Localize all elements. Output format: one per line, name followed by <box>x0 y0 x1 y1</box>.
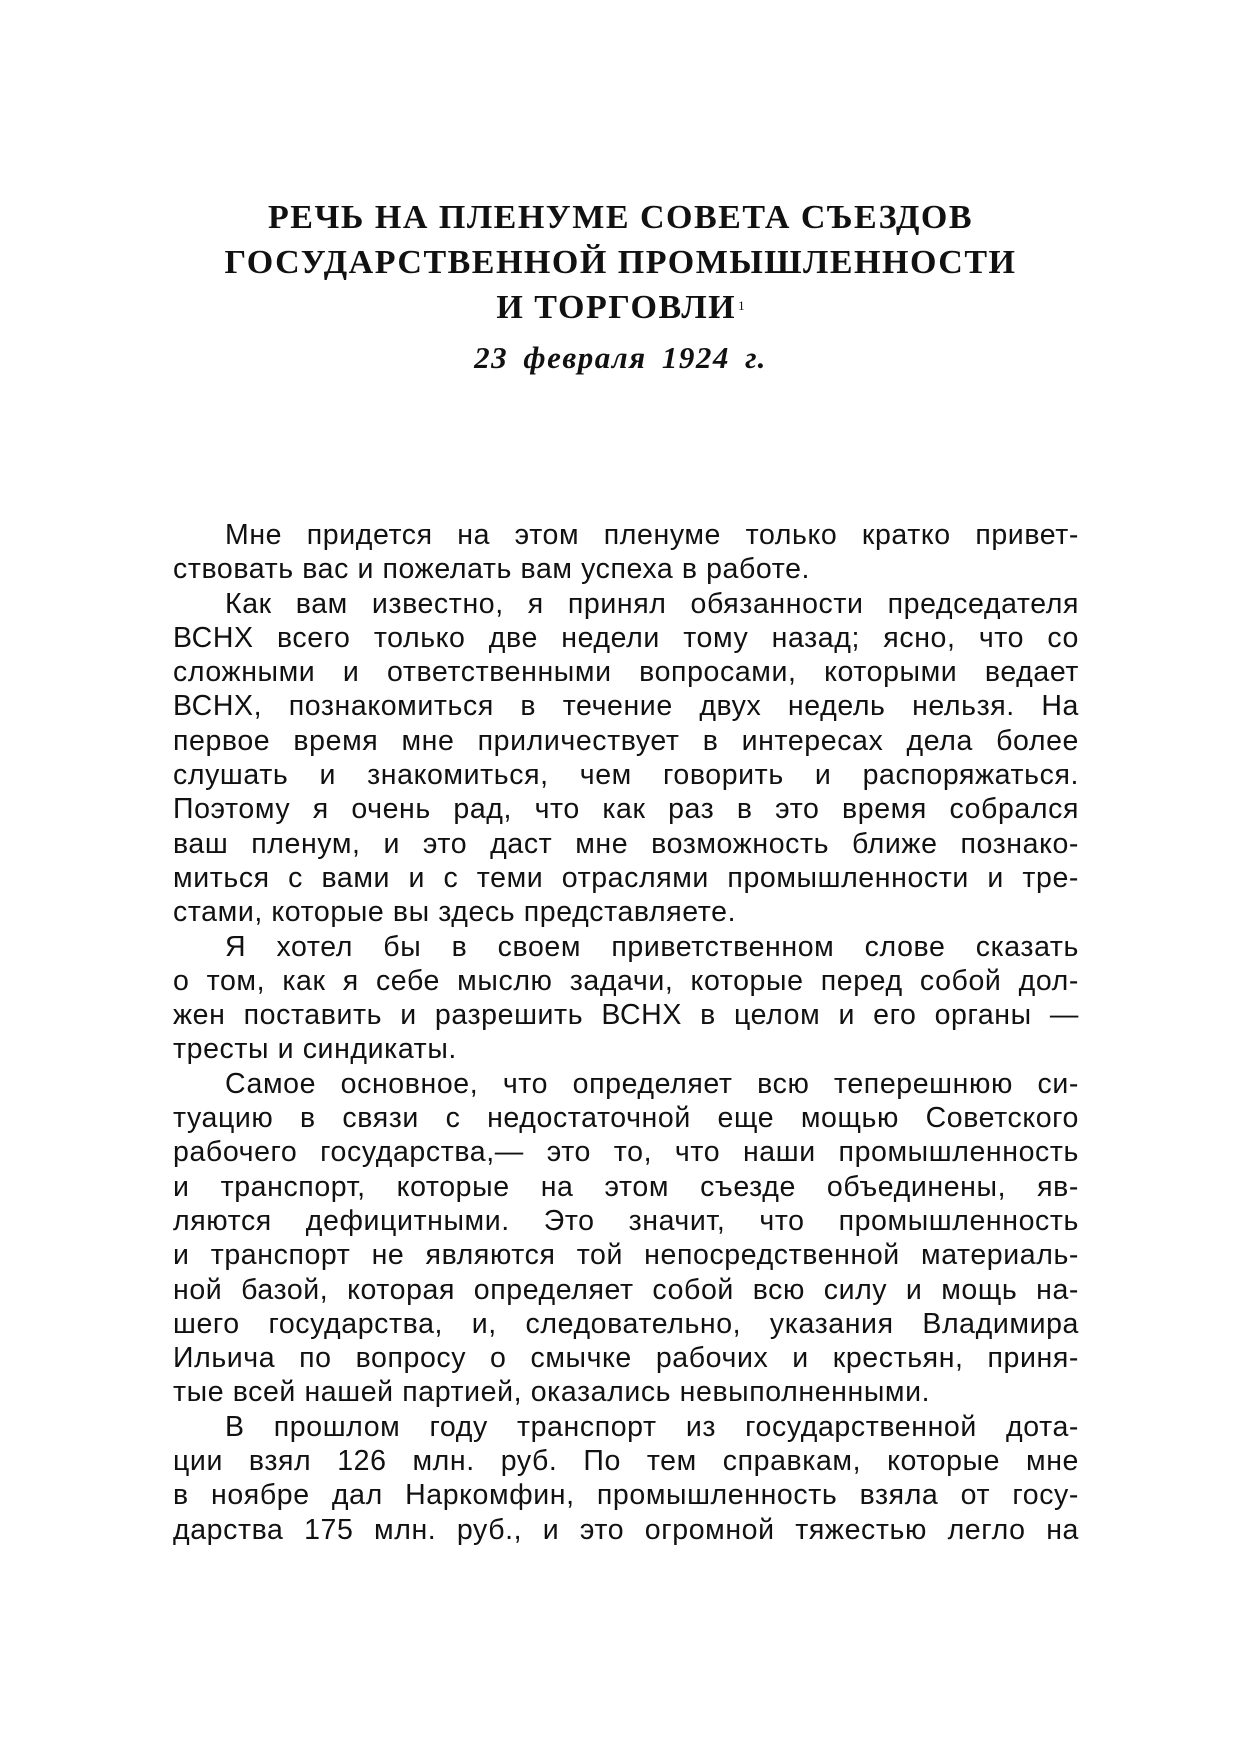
paragraph-2-line: миться с вами и с теми отраслями промышленности и тре- <box>173 861 1079 894</box>
paragraph-2-line: сложными и ответственными вопросами, которыми ведает <box>173 656 1079 689</box>
paragraph-3-line: Я хотел бы в своем приветственном слове сказать <box>225 930 1079 963</box>
paragraph-4-line: ляются дефицитными. Это значит, что промышленность <box>173 1204 1079 1237</box>
paragraph-4-line: ной базой, которая определяет собой всю силу и мощь на- <box>173 1273 1079 1306</box>
paragraph-2-line: ВСНХ всего только две недели тому назад; ясно, что со <box>173 621 1079 654</box>
paragraph-4-line: и транспорт, которые на этом съезде объединены, яв- <box>173 1170 1079 1203</box>
paragraph-2-line: первое время мне приличествует в интересах дела более <box>173 724 1079 757</box>
paragraph-5-line: в ноябре дал Наркомфин, промышленность взяла от госу- <box>173 1479 1079 1512</box>
paragraph-4-line: тые всей нашей партией, оказались невыполненными. <box>173 1376 931 1409</box>
speech-body <box>173 518 1079 1547</box>
paragraph-4-line: Ильича по вопросу о смычке рабочих и крестьян, приня- <box>173 1342 1079 1375</box>
paragraph-2-line: Как вам известно, я принял обязанности председателя <box>225 587 1079 620</box>
title-line-1: РЕЧЬ НА ПЛЕНУМЕ СОВЕТА СЪЕЗДОВ <box>268 199 973 236</box>
paragraph-4-line: и транспорт не являются той непосредственной материаль- <box>173 1239 1079 1272</box>
title-line-3 <box>0 285 1241 330</box>
paragraph-4-line: Самое основное, что определяет всю теперешнюю си- <box>225 1067 1079 1100</box>
paragraph-5-line: В прошлом году транспорт из государственной дота- <box>225 1410 1079 1443</box>
paragraph-5-line: дарства 175 млн. руб., и это огромной тяжестью легло на <box>173 1513 1079 1546</box>
paragraph-1-line: Мне придется на этом пленуме только кратко привет- <box>225 519 1079 551</box>
paragraph-4-line: туацию в связи с недостаточной еще мощью Советского <box>173 1102 1079 1135</box>
title-line-2: ГОСУДАРСТВЕННОЙ ПРОМЫШЛЕННОСТИ <box>224 244 1017 281</box>
title-line-3-text: И ТОРГОВЛИ <box>496 289 737 326</box>
paragraph-2-line: слушать и знакомиться, чем говорить и распоряжаться. <box>173 759 1079 792</box>
paragraph-3-line: о том, как я себе мыслю задачи, которые перед собой дол- <box>173 964 1079 997</box>
paragraph-4-line: рабочего государства,— это то, что наши промышленность <box>173 1136 1079 1169</box>
paragraph-2-line: Поэтому я очень рад, что как раз в это время собрался <box>173 793 1079 826</box>
paragraph-3-line: жен поставить и разрешить ВСНХ в целом и его органы — <box>173 999 1079 1032</box>
paragraph-2-line: стами, которые вы здесь представляете. <box>173 896 737 929</box>
paragraph-2-line: ВСНХ, познакомиться в течение двух недель нельзя. На <box>173 690 1079 723</box>
paragraph-3-line: тресты и синдикаты. <box>173 1033 457 1066</box>
speech-title <box>0 195 1241 330</box>
footnote-reference[interactable]: 1 <box>738 298 745 313</box>
paragraph-4-line: шего государства, и, следовательно, указания Владимира <box>173 1307 1079 1340</box>
paragraph-1-line: ствовать вас и пожелать вам успеха в работе. <box>173 553 811 586</box>
paragraph-5-line: ции взял 126 млн. руб. По тем справкам, которые мне <box>173 1445 1079 1478</box>
paragraph-2-line: ваш пленум, и это даст мне возможность ближе познако- <box>173 827 1079 860</box>
speech-date: 23 февраля 1924 г. <box>474 340 767 375</box>
